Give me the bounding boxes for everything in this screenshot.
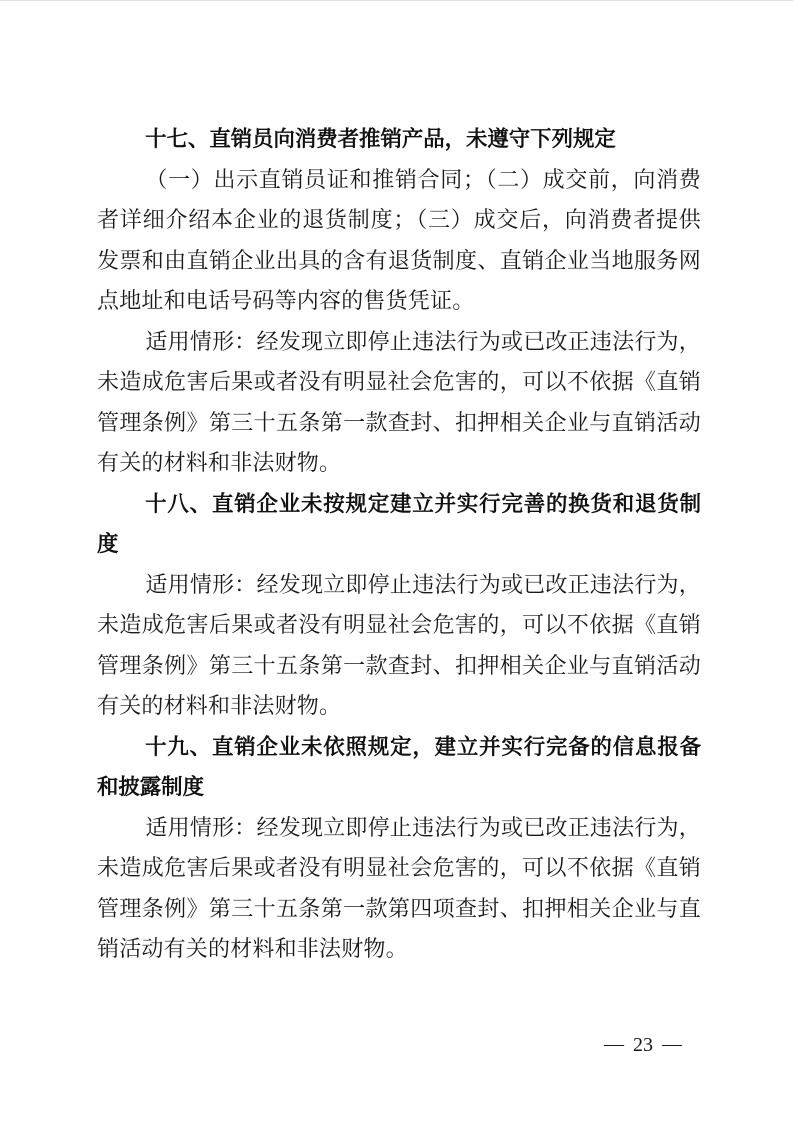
section-heading-17: 十七、直销员向消费者推销产品，未遵守下列规定 <box>145 127 616 151</box>
section-17-paragraph-applicable-circumstances: 适用情形：经发现立即停止违法行为或已改正违法行为，未造成危害后果或者没有明显社会危害的，可以不依据《直销管理条例》第三十五条第一款查封、扣押相关企业与直销活动有关的材料和非法财物。 <box>97 328 701 475</box>
section-18-paragraph-applicable-circumstances: 适用情形：经发现立即停止违法行为或已改正违法行为，未造成危害后果或者没有明显社会危害的，可以不依据《直销管理条例》第三十五条第一款查封、扣押相关企业与直销活动有关的材料和非法财物。 <box>97 571 701 718</box>
page-number: 23 <box>633 1034 653 1056</box>
section-heading-19: 十九、直销企业未依照规定，建立并实行完备的信息报备和披露制度 <box>97 734 701 799</box>
section-17-paragraph-rules: （一）出示直销员证和推销合同；（二）成交前，向消费者详细介绍本企业的退货制度；（三）成交后，向消费者提供发票和由直销企业出具的含有退货制度、直销企业当地服务网点地址和电话号码等内容的售货凭证。 <box>97 166 701 313</box>
page-footer <box>604 1032 682 1058</box>
footer-left-dash: — <box>604 1033 624 1055</box>
section-19-paragraph-applicable-circumstances: 适用情形：经发现立即停止违法行为或已改正违法行为，未造成危害后果或者没有明显社会危害的，可以不依据《直销管理条例》第三十五条第一款第四项查封、扣押相关企业与直销活动有关的材料和非法财物。 <box>97 814 701 961</box>
document-body <box>97 119 701 970</box>
section-heading-18: 十八、直销企业未按规定建立并实行完善的换货和退货制度 <box>97 491 701 556</box>
footer-right-dash: — <box>662 1033 682 1055</box>
